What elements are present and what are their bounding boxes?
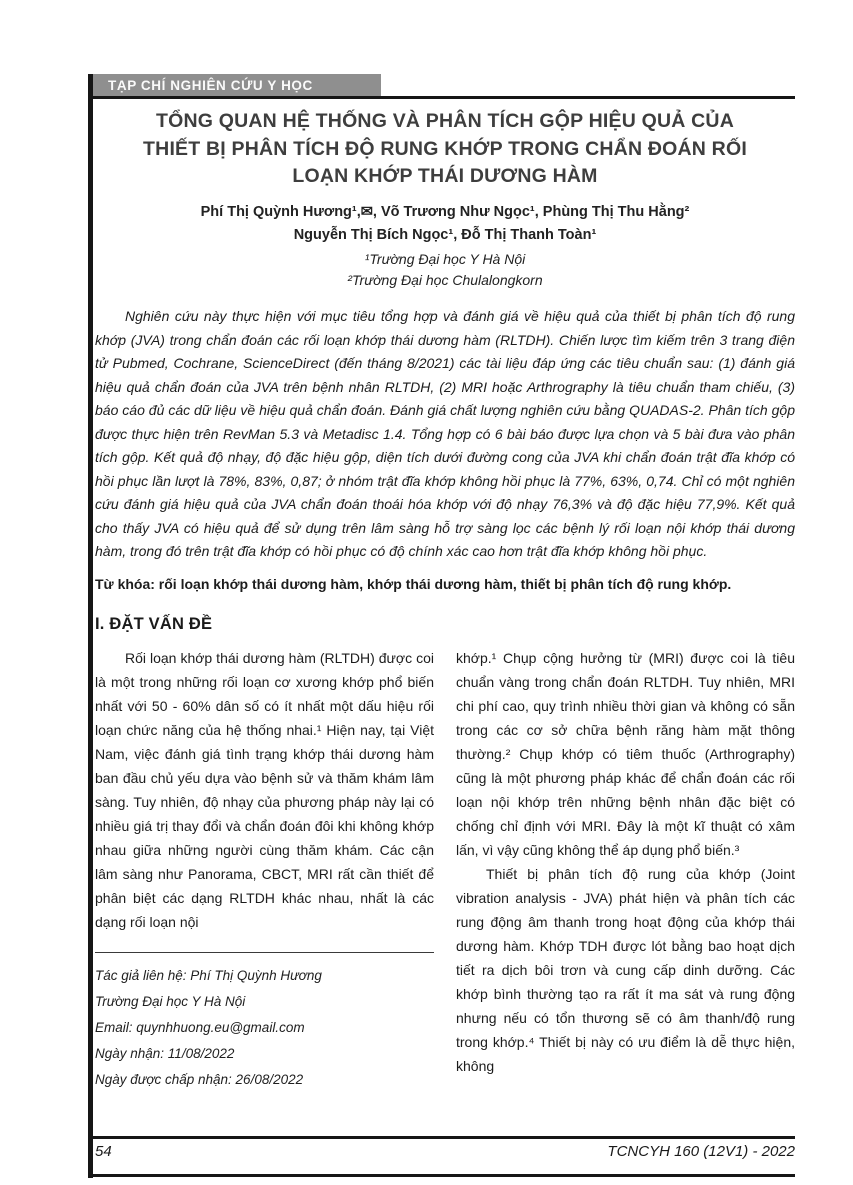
body-paragraph: Thiết bị phân tích độ rung của khớp (Joint vibration analysis - JVA) phát hiện và phân tích các rung động âm thanh trong hoạt động của khớp thái dương hàm. Khớp TDH được lót bằng bao hoạt dịch tiết ra dịch bôi trơn và cung cấp dinh dưỡng. Các khớp bình thường tạo ra rất ít ma sát và rung động nhưng nếu có tổn thương sẽ có âm thanh/độ rung trong khớp.⁴ Thiết bị này có ưu điểm là dễ thực hiện, không: [456, 865, 795, 1074]
page-footer: [95, 1143, 795, 1160]
keywords-line: Từ khóa: rối loạn khớp thái dương hàm, khớp thái dương hàm, thiết bị phân tích độ rung khớp.: [95, 575, 732, 592]
body-paragraph: khớp.¹ Chụp cộng hưởng từ (MRI) được coi là tiêu chuẩn vàng trong chẩn đoán RLTDH. Tuy nhiên, MRI chi phí cao, quy trình nhiều thời gian và không có sẵn trong các cơ sở chữa bệnh răng hàm mặt thông thường.² Chụp khớp có tiêm thuốc (Arthrography) cũng là một phương pháp khác để chẩn đoán các rối loạn nội khớp trên những bệnh nhân đặc biệt có chống chỉ định với MRI. Đây là một kĩ thuật có xâm lấn, vì vậy cũng không thể áp dụng phổ biến.³: [456, 649, 795, 858]
correspondence-institution: Trường Đại học Y Hà Nội: [95, 993, 246, 1009]
author-line-1: Phí Thị Quỳnh Hương¹,✉, Võ Trương Như Ngọc¹, Phùng Thị Thu Hằng²: [200, 204, 690, 221]
header-divider-line: [88, 96, 795, 99]
right-column: [456, 646, 795, 1093]
correspondence-email: Email: quynhhuong.eu@gmail.com: [95, 1019, 305, 1035]
abstract-paragraph: Nghiên cứu này thực hiện với mục tiêu tổng hợp và đánh giá về hiệu quả của thiết bị phân tích độ rung khớp (JVA) trong chẩn đoán các rối loạn khớp thái dương hàm (RLTDH). Chiến lược tìm kiếm trên 3 trang điện tử Pubmed, Cochrane, ScienceDirect (đến tháng 8/2021) các tài liệu đáp ứng các tiêu chuẩn sau: (1) đánh giá hiệu quả chẩn đoán của JVA trên bệnh nhân RLTDH, (2) MRI hoặc Arthrography là tiêu chuẩn tham chiếu, (3) báo cáo đủ các dữ liệu về hiệu quả chẩn đoán. Đánh giá chất lượng nghiên cứu bằng QUADAS-2. Phân tích gộp được thực hiện trên RevMan 5.3 và Metadisc 1.4. Tổng hợp có 6 bài báo được lựa chọn và 5 bài đưa vào phân tích gộp. Kết quả độ nhạy, độ đặc hiệu gộp, diện tích dưới đường cong của JVA khi chẩn đoán trật đĩa khớp có hồi phục lần lượt là 78%, 83%, 0,87; ở nhóm trật đĩa khớp không hồi phục là 77%, 63%, 0,74. Chỉ có một nghiên cứu đánh giá hiệu quả của JVA chẩn đoán thoái hóa khớp với độ nhạy 76,3% và độ đặc hiệu 77,9%. Kết quả cho thấy JVA có hiệu quả để sử dụng trên lâm sàng hỗ trợ sàng lọc các bệnh lý rối loạn nội khớp thái dương hàm, trong đó trên trật đĩa khớp có hồi phục có độ chính xác cao hơn trật đĩa khớp không hồi phục.: [95, 308, 795, 559]
author-list: [95, 201, 795, 246]
body-paragraph: Rối loạn khớp thái dương hàm (RLTDH) được coi là một trong những rối loạn cơ xương khớp phổ biến nhất với 50 - 60% dân số có ít nhất một dấu hiệu rối loạn chức năng của hệ thống nhai.¹ Hiện nay, tại Việt Nam, việc đánh giá tình trạng khớp thái dương hàm ban đầu chủ yếu dựa vào bệnh sử và thăm khám lâm sàng. Tuy nhiên, độ nhạy của phương pháp này lại có nhiều giá trị thay đổi và chẩn đoán đôi khi không khớp nhau giữa những người cùng thăm khám. Các cận lâm sàng như Panorama, CBCT, MRI rất cần thiết để phân biệt các dạng RLTDH khác nhau, nhất là các dạng rối loạn nội: [95, 649, 434, 930]
affiliation-list: [95, 249, 795, 291]
correspondence-received-date: Ngày nhận: 11/08/2022: [95, 1045, 235, 1061]
left-border-rule: [88, 74, 93, 1178]
affiliation-2: ²Trường Đại học Chulalongkorn: [347, 272, 543, 288]
left-column: [95, 646, 434, 1093]
correspondence-block: [95, 952, 434, 1093]
journal-reference: TCNCYH 160 (12V1) - 2022: [607, 1143, 795, 1160]
correspondence-contact: Tác giả liên hệ: Phí Thị Quỳnh Hương: [95, 967, 322, 983]
author-line-2: Nguyễn Thị Bích Ngọc¹, Đỗ Thị Thanh Toàn¹: [293, 226, 597, 243]
section-heading-introduction: I. ĐẶT VẤN ĐỀ: [95, 614, 213, 633]
journal-name: TẠP CHÍ NGHIÊN CỨU Y HỌC: [108, 77, 313, 93]
article-title: TỔNG QUAN HỆ THỐNG VÀ PHÂN TÍCH GỘP HIỆU QUẢ CỦA THIẾT BỊ PHÂN TÍCH ĐỘ RUNG KHỚP TRONG CHẨN ĐOÁN RỐI LOẠN KHỚP THÁI DƯƠNG HÀM: [143, 110, 747, 188]
footer-bottom-line: [88, 1174, 795, 1177]
correspondence-accepted-date: Ngày được chấp nhận: 26/08/2022: [95, 1071, 304, 1087]
affiliation-1: ¹Trường Đại học Y Hà Nội: [364, 251, 526, 267]
article-content: [95, 108, 795, 1093]
page-number: 54: [95, 1143, 112, 1160]
two-column-body: [95, 646, 795, 1093]
journal-header-bar: [93, 74, 381, 96]
footer-top-line: [88, 1136, 795, 1139]
